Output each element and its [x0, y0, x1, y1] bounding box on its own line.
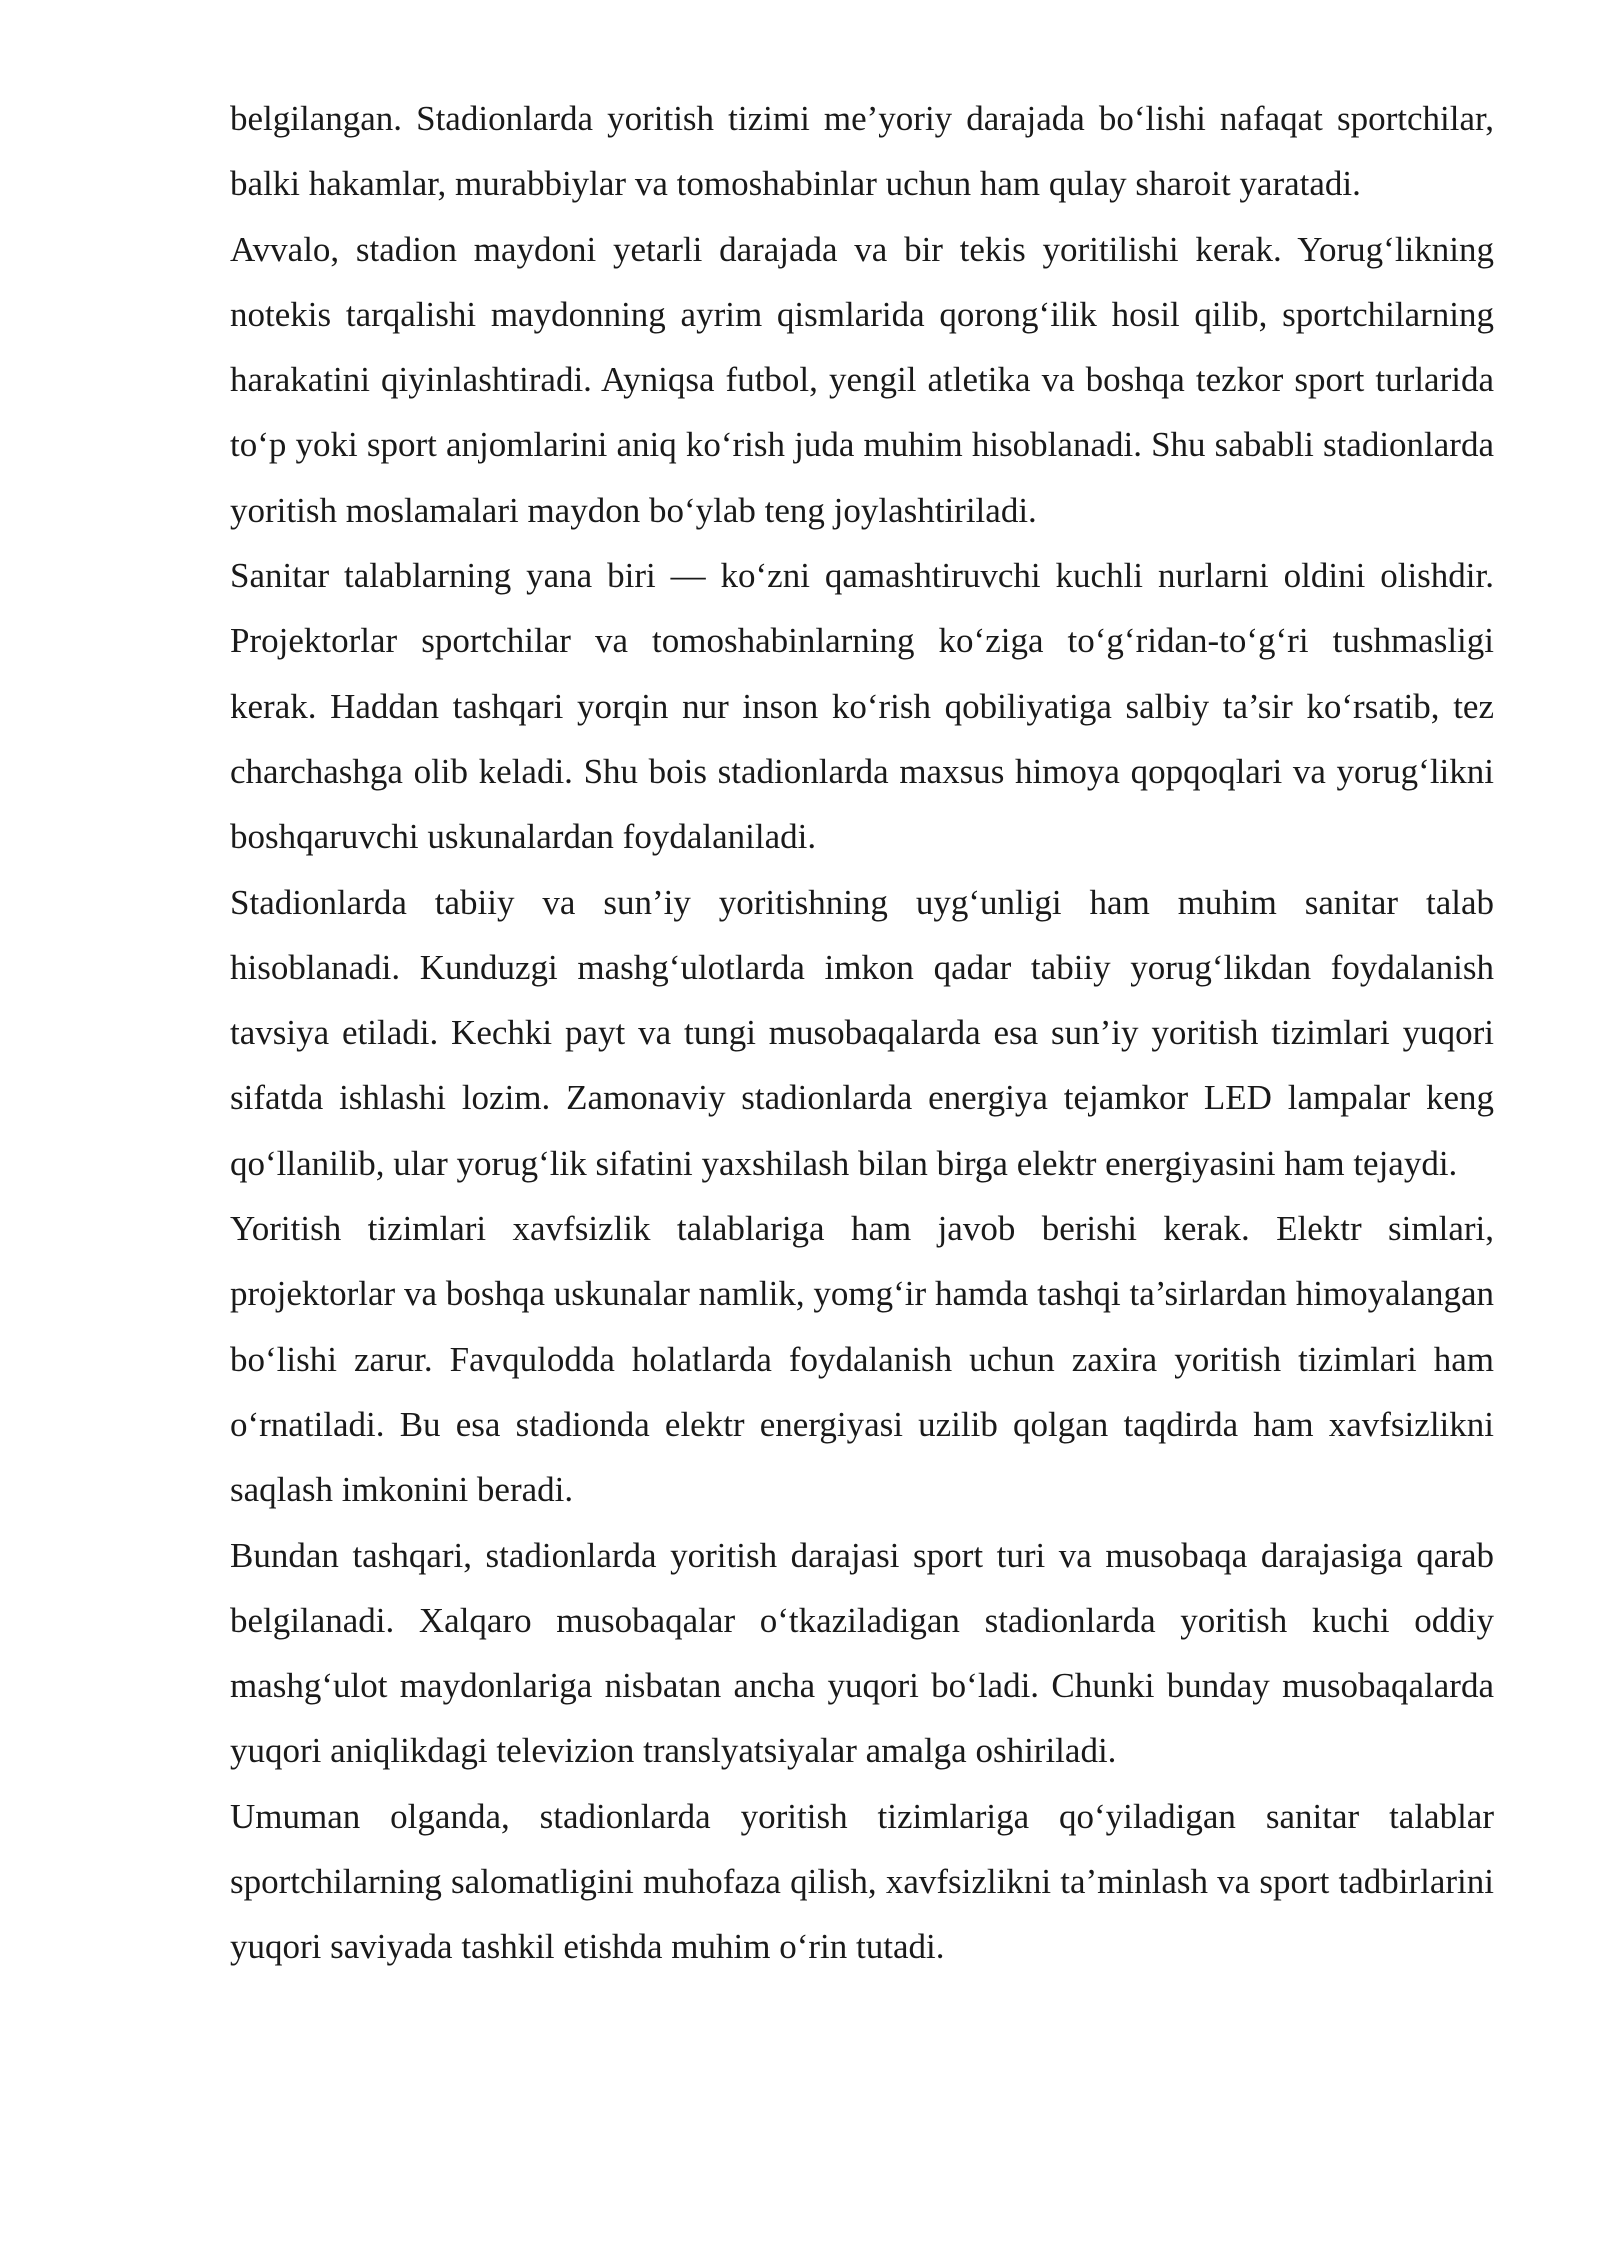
paragraph-4: Stadionlarda tabiiy va sun’iy yoritishning uyg‘unligi ham muhim sanitar talab hisoblanadi. Kunduzgi mashg‘ulotlarda imkon qadar tabiiy yorug‘likdan foydalanish tavsiya etiladi. Kechki payt va tungi musobaqalarda esa sun’iy yoritish tizimlari yuqori sifatda ishlashi lozim. Zamonaviy stadionlarda energiya tejamkor LED lampalar keng qo‘llanilib, ular yorug‘lik sifatini yaxshilash bilan birga elektr energiyasini ham tejaydi.: [230, 882, 1494, 1183]
paragraph-3: Sanitar talablarning yana biri — ko‘zni qamashtiruvchi kuchli nurlarni oldini olishdir. Projektorlar sportchilar va tomoshabinlarning ko‘ziga to‘g‘ridan-to‘g‘ri tushmasligi kerak. Haddan tashqari yorqin nur inson ko‘rish qobiliyatiga salbiy ta’sir ko‘rsatib, tez charchashga olib keladi. Shu bois stadionlarda maxsus himoya qopqoqlari va yorug‘likni boshqaruvchi uskunalardan foydalaniladi.: [230, 556, 1494, 857]
paragraph-7: Umuman olganda, stadionlarda yoritish tizimlariga qo‘yiladigan sanitar talablar sportchilarning salomatligini muhofaza qilish, xavfsizlikni ta’minlash va sport tadbirlarini yuqori saviyada tashkil etishda muhim o‘rin tutadi.: [230, 1796, 1494, 1967]
document-body: [230, 86, 1494, 1980]
paragraph-5: Yoritish tizimlari xavfsizlik talablariga ham javob berishi kerak. Elektr simlari, projektorlar va boshqa uskunalar namlik, yomg‘ir hamda tashqi ta’sirlardan himoyalangan bo‘lishi zarur. Favqulodda holatlarda foydalanish uchun zaxira yoritish tizimlari ham o‘rnatiladi. Bu esa stadionda elektr energiyasi uzilib qolgan taqdirda ham xavfsizlikni saqlash imkonini beradi.: [230, 1209, 1494, 1510]
paragraph-6: Bundan tashqari, stadionlarda yoritish darajasi sport turi va musobaqa darajasiga qarab belgilanadi. Xalqaro musobaqalar o‘tkaziladigan stadionlarda yoritish kuchi oddiy mashg‘ulot maydonlariga nisbatan ancha yuqori bo‘ladi. Chunki bunday musobaqalarda yuqori aniqlikdagi televizion translyatsiyalar amalga oshiriladi.: [230, 1535, 1494, 1771]
paragraph-2: Avvalo, stadion maydoni yetarli darajada va bir tekis yoritilishi kerak. Yorug‘likning notekis tarqalishi maydonning ayrim qismlarida qorong‘ilik hosil qilib, sportchilarning harakatini qiyinlashtiradi. Ayniqsa futbol, yengil atletika va boshqa tezkor sport turlarida to‘p yoki sport anjomlarini aniq ko‘rish juda muhim hisoblanadi. Shu sababli stadionlarda yoritish moslamalari maydon bo‘ylab teng joylashtiriladi.: [230, 229, 1494, 530]
paragraph-1: belgilangan. Stadionlarda yoritish tizimi me’yoriy darajada bo‘lishi nafaqat sportchilar, balki hakamlar, murabbiylar va tomoshabinlar uchun ham qulay sharoit yaratadi.: [230, 99, 1494, 204]
